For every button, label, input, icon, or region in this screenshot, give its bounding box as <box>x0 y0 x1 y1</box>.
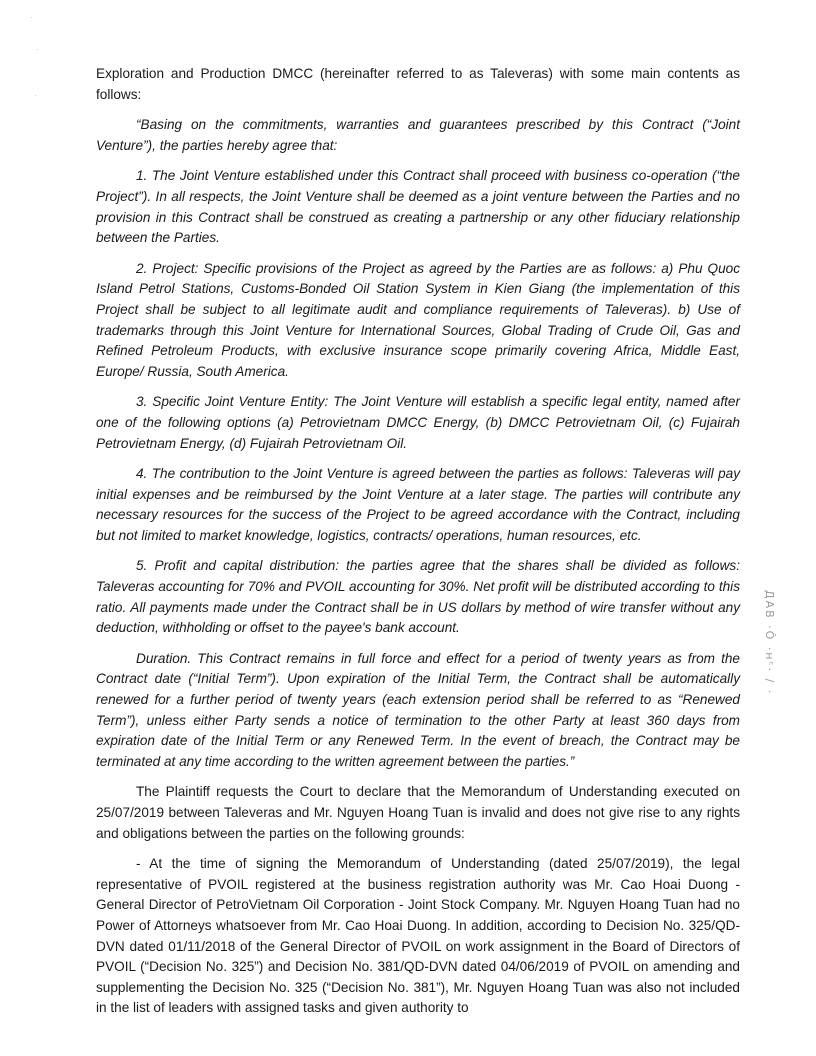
paragraph-clause-3: 3. Specific Joint Venture Entity: The Joint Venture will establish a specific legal entity, named after one of the following options (a) Petrovietnam DMCC Energy, (b) DMCC Petrovietnam Oil, (c) Fujairah Petrovietnam Energy, (d) Fujairah Petrovietnam Oil. <box>96 394 740 451</box>
document-body <box>96 64 740 1029</box>
paragraph-plaintiff-request: The Plaintiff requests the Court to declare that the Memorandum of Understanding executed on 25/07/2019 between Taleveras and Mr. Nguyen Hoang Tuan is invalid and does not give rise to any rights and obligations between the parties on the following grounds: <box>96 784 740 841</box>
paragraph-ground-1: - At the time of signing the Memorandum of Understanding (dated 25/07/2019), the legal representative of PVOIL registered at the business registration authority was Mr. Cao Hoai Duong - General Director of PetroVietnam Oil Corporation - Joint Stock Company. Mr. Nguyen Hoang Tuan had no Power of Attorneys whatsoever from Mr. Cao Hoai Duong. In addition, according to Decision No. 325/QD-DVN dated 01/11/2018 of the General Director of PVOIL on work assignment in the Board of Directors of PVOIL (“Decision No. 325”) and Decision No. 381/QD-DVN dated 04/06/2019 of PVOIL on amending and supplementing the Decision No. 325 (“Decision No. 381”), Mr. Nguyen Hoang Tuan was also not included in the list of leaders with assigned tasks and given authority to <box>96 856 740 1016</box>
paragraph-clause-4: 4. The contribution to the Joint Venture is agreed between the parties as follows: Taleveras will pay initial expenses and be reimbursed by the Joint Venture at a later stage. The parties will contribute any necessary resources for the success of the Project to be agreed accordance with the Contract, including but not limited to market knowledge, logistics, contracts/ operations, human resources, etc. <box>96 466 740 543</box>
paragraph-clause-5: 5. Profit and capital distribution: the parties agree that the shares shall be divided as follows: Taleveras accounting for 70% and PVOIL accounting for 30%. Net profit will be distributed according to this ratio. All payments made under the Contract shall be in US dollars by method of wire transfer without any deduction, withholding or offset to the payee's bank account. <box>96 558 740 636</box>
paragraph-clause-1: 1. The Joint Venture established under this Contract shall proceed with business co-operation (“the Project”). In all respects, the Joint Venture shall be deemed as a joint venture between the Parties and no provision in this Contract shall be construed as creating a partnership or any other fiduciary relationship between the Parties. <box>96 168 740 246</box>
paragraph-clause-2: 2. Project: Specific provisions of the Project as agreed by the Parties are as follows: a) Phu Quoc Island Petrol Stations, Customs-Bonded Oil Station System in Kien Giang (the implementation of this Project shall be subject to all legitimate audit and compliance requirements of Taleveras). b) Use of trademarks through this Joint Venture for International Sources, Global Trading of Crude Oil, Gas and Refined Petroleum Products, with exclusive insurance scope primarily covering Africa, Middle East, Europe/ Russia, South America. <box>96 260 740 379</box>
paragraph-intro: Exploration and Production DMCC (hereinafter referred to as Taleveras) with some main contents as follows: <box>96 66 740 102</box>
handwritten-margin-mark: ДАВ ·Ô ·нᶜ· / · <box>763 590 776 696</box>
scan-speck: · <box>30 12 33 22</box>
paragraph-duration: Duration. This Contract remains in full force and effect for a period of twenty years as from the Contract date (“Initial Term”). Upon expiration of the Initial Term, the Contract shall be automatically renewed for a further period of twenty years (each extension period shall be referred to as “Renewed Term”), unless either Party sends a notice of termination to the other Party at least 360 days from expiration date of the Initial Term or any Renewed Term. In the event of breach, the Contract may be terminated at any time according to the written agreement between the parties.” <box>96 650 740 769</box>
scan-speck: · <box>36 44 39 54</box>
scan-speck: · <box>34 90 37 100</box>
paragraph-quote-preamble: “Basing on the commitments, warranties and guarantees prescribed by this Contract (“Joint Venture”), the parties hereby agree that: <box>96 117 740 153</box>
